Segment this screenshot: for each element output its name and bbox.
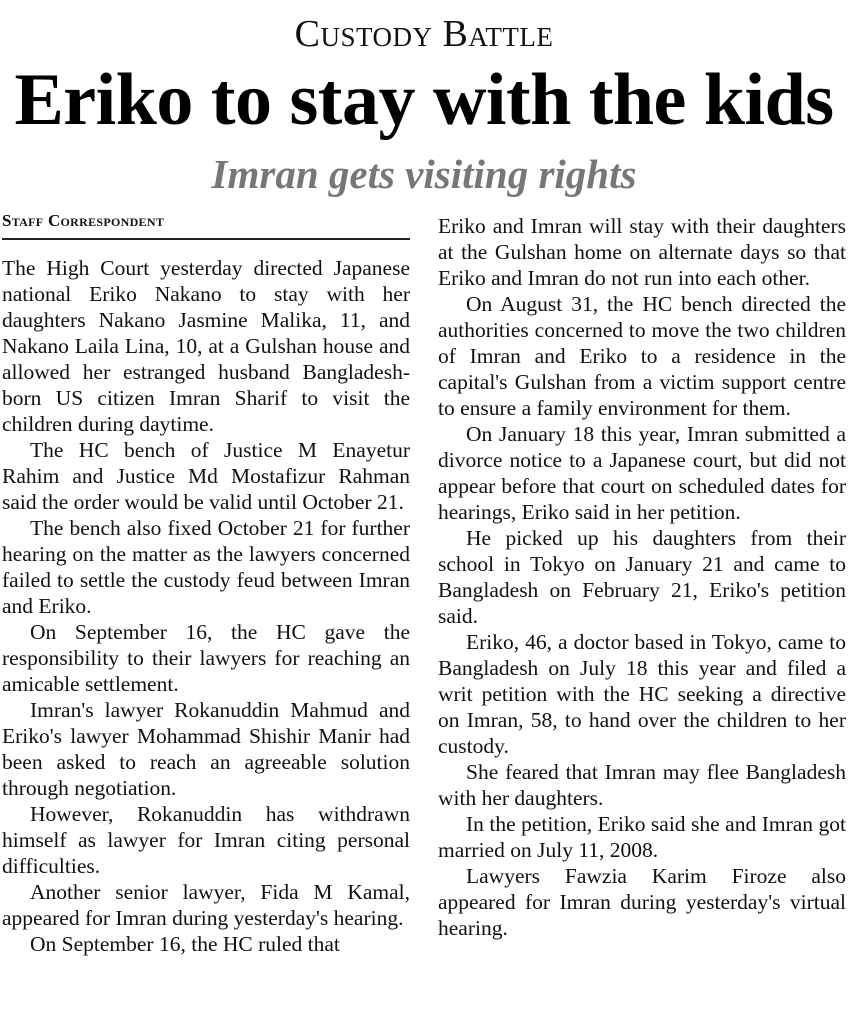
- body-paragraph: He picked up his daughters from their school in Tokyo on January 21 and came to Bangladesh on February 21, Eriko's petition said.: [438, 526, 846, 628]
- body-paragraph: On January 18 this year, Imran submitted a divorce notice to a Japanese court, but did not appear before that court on scheduled dates for hearings, Eriko said in her petition.: [438, 422, 846, 524]
- body-paragraph: Eriko and Imran will stay with their daughters at the Gulshan home on alternate days so that Eriko and Imran do not run into each other.: [438, 214, 846, 290]
- body-paragraph: The HC bench of Justice M Enayetur Rahim and Justice Md Mostafizur Rahman said the order would be valid until October 21.: [2, 438, 410, 514]
- body-paragraph: The bench also fixed October 21 for further hearing on the matter as the lawyers concerned failed to settle the custody feud between Imran and Eriko.: [2, 516, 410, 618]
- body-paragraph: Eriko, 46, a doctor based in Tokyo, came to Bangladesh on July 18 this year and filed a writ petition with the HC seeking a directive on Imran, 58, to hand over the children to her custody.: [438, 630, 846, 758]
- article-kicker: Custody Battle: [294, 13, 554, 55]
- body-paragraph: Lawyers Fawzia Karim Firoze also appeared for Imran during yesterday's virtual hearing.: [438, 864, 846, 940]
- body-paragraph: In the petition, Eriko said she and Imran got married on July 11, 2008.: [438, 812, 846, 862]
- body-paragraph: She feared that Imran may flee Bangladesh with her daughters.: [438, 760, 846, 810]
- body-paragraph: On September 16, the HC ruled that: [30, 932, 340, 956]
- body-paragraph: However, Rokanuddin has withdrawn himself as lawyer for Imran citing personal difficulties.: [2, 802, 410, 878]
- article-body-right-column: [438, 213, 846, 941]
- article-subheadline: Imran gets visiting rights: [211, 151, 637, 197]
- body-paragraph: On August 31, the HC bench directed the authorities concerned to move the two children of Imran and Eriko to a residence in the capital's Gulshan from a victim support centre to ensure a family environment for them.: [438, 292, 846, 420]
- article-headline: Eriko to stay with the kids: [14, 59, 834, 141]
- article-body-left-column: [2, 255, 410, 957]
- body-paragraph: Imran's lawyer Rokanuddin Mahmud and Eriko's lawyer Mohammad Shishir Manir had been asked to reach an agreeable solution through negotiation.: [2, 698, 410, 800]
- body-paragraph: The High Court yesterday directed Japanese national Eriko Nakano to stay with her daughters Nakano Jasmine Malika, 11, and Nakano Laila Lina, 10, at a Gulshan house and allowed her estranged husband Bangladesh-born US citizen Imran Sharif to visit the children during daytime.: [2, 256, 410, 436]
- body-paragraph: Another senior lawyer, Fida M Kamal, appeared for Imran during yesterday's hearing.: [2, 880, 410, 930]
- article-byline: Staff Correspondent: [2, 210, 410, 240]
- body-paragraph: On September 16, the HC gave the responsibility to their lawyers for reaching an amicable settlement.: [2, 620, 410, 696]
